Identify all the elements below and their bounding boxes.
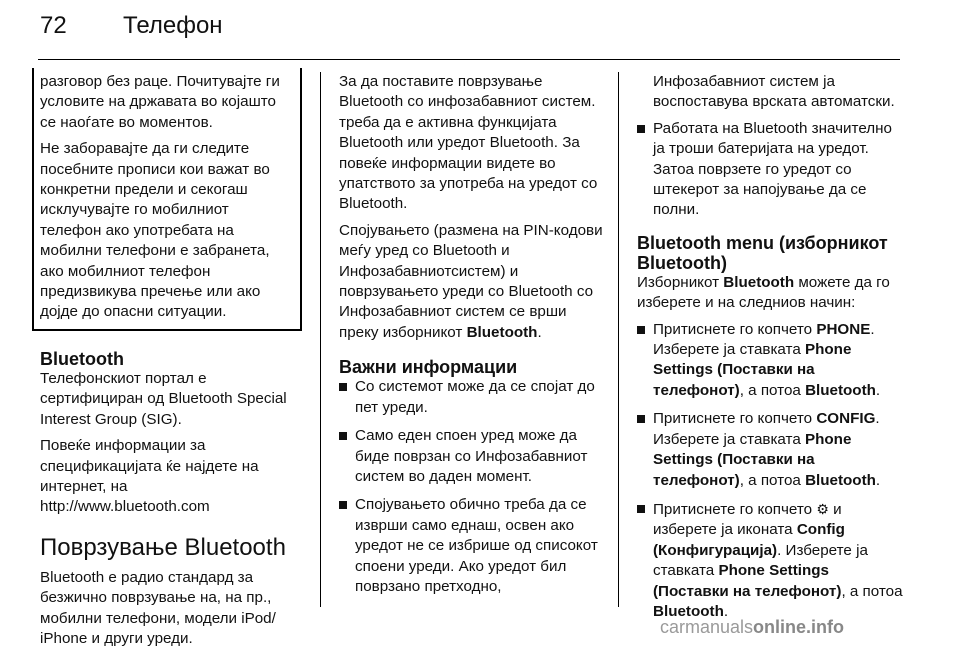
- pairing-intro-text: Bluetooth е радио стандард за безжично поврзување на, на пр., мобилни телефони, модели iPod/ iPhone и други уреди.: [40, 568, 276, 647]
- bullet-icon: [339, 432, 347, 440]
- bluetooth-info-text: Повеќе информации за спецификацијата ќе најдете на интернет, на http://www.bluetooth.com: [40, 437, 259, 516]
- bullet-icon: [637, 125, 645, 133]
- list-item: Работата на Bluetooth значително ја троши батеријата на уредот. Затоа поврзете го уредот со штекерот за напојување да се полни.: [637, 119, 907, 221]
- header-rule: [38, 59, 900, 60]
- bullet-icon: [637, 326, 645, 334]
- battery-note-list: [637, 119, 907, 221]
- list-item: Само еден споен уред може да биде поврзан со Инфозабавниот систем во даден момент.: [339, 426, 605, 487]
- watermark: carmanualsonline.info: [660, 617, 845, 637]
- warning-text-2: Не заборавајте да ги следите посебните прописи кои важат во конкретни предели и секогаш исклучувајте го мобилниот телефон ако употребата на мобилни телефони е забранета, ако мобилниот телефон предизвикува пречење или ако дојде до опасни ситуации.: [40, 140, 270, 321]
- bluetooth-heading: Bluetooth: [40, 348, 124, 369]
- setup-text: За да поставите поврзување Bluetooth со инфозабавниот систем. треба да е активна функцијата Bluetooth или уредот Bluetooth. За повеќе информации видете во упатството за употреба на уредот со Bluetooth.: [339, 73, 598, 213]
- list-item: Притиснете го копчето ⚙ и изберете ја иконата Config (Конфигурација). Изберете ја ставката Phone Settings (Поставки на телефонот), а потоа Bluetooth.: [637, 499, 907, 622]
- bluetooth-menu-heading: Bluetooth menu (изборникот Bluetooth): [637, 232, 888, 273]
- warning-text-1: разговор без раце. Почитувајте ги условите на државата во којашто се наоѓате во моментов.: [40, 73, 280, 131]
- list-item: Спојувањето обично треба да се изврши само еднаш, освен ако уредот не се избрише од списокот споени уреди. Ако уредот бил поврзано претходно,: [339, 495, 605, 597]
- bluetooth-url-link[interactable]: http://www.bluetooth.com: [40, 498, 210, 516]
- gear-icon: ⚙: [816, 500, 829, 517]
- pairing-text: Спојувањето (размена на PIN-кодови меѓу уред со Bluetooth и Инфозабавниотсистем) и поврзувањето уреди со Bluetooth со Инфозабавниот систем се врши преку изборникот Bluetooth.: [339, 221, 603, 341]
- list-item: Притиснете го копчето CONFIG. Изберете ја ставката Phone Settings (Поставки на телефонот), а потоа Bluetooth.: [637, 409, 907, 491]
- column-right: [637, 72, 907, 630]
- bluetooth-cert-text: Телефонскиот портал е сертифициран од Bluetooth Special Interest Group (SIG).: [40, 369, 287, 428]
- menu-steps-list: [637, 320, 907, 623]
- column-divider-1: [320, 72, 321, 607]
- important-info-list: [339, 377, 605, 597]
- bullet-icon: [637, 415, 645, 423]
- column-middle: [339, 72, 605, 605]
- list-item: Со системот може да се спојат до пет уреди.: [339, 377, 605, 418]
- page-number: 72: [40, 12, 67, 39]
- column-left: [40, 72, 302, 655]
- pairing-heading: Поврзување Bluetooth: [40, 533, 286, 561]
- list-item: Притиснете го копчето PHONE. Изберете ја ставката Phone Settings (Поставки на телефонот), а потоа Bluetooth.: [637, 320, 907, 402]
- menu-intro-text: Изборникот Bluetooth можете да го изберете и на следниов начин:: [637, 273, 890, 312]
- continuation-text: Инфозабавниот систем ја воспоставува врската автоматски.: [653, 73, 895, 111]
- bullet-icon: [637, 505, 645, 513]
- important-info-heading: Важни информации: [339, 357, 518, 378]
- bullet-icon: [339, 501, 347, 509]
- warning-box: [32, 68, 302, 331]
- page-title: Телефон: [123, 12, 223, 39]
- column-divider-2: [618, 72, 619, 607]
- bullet-icon: [339, 383, 347, 391]
